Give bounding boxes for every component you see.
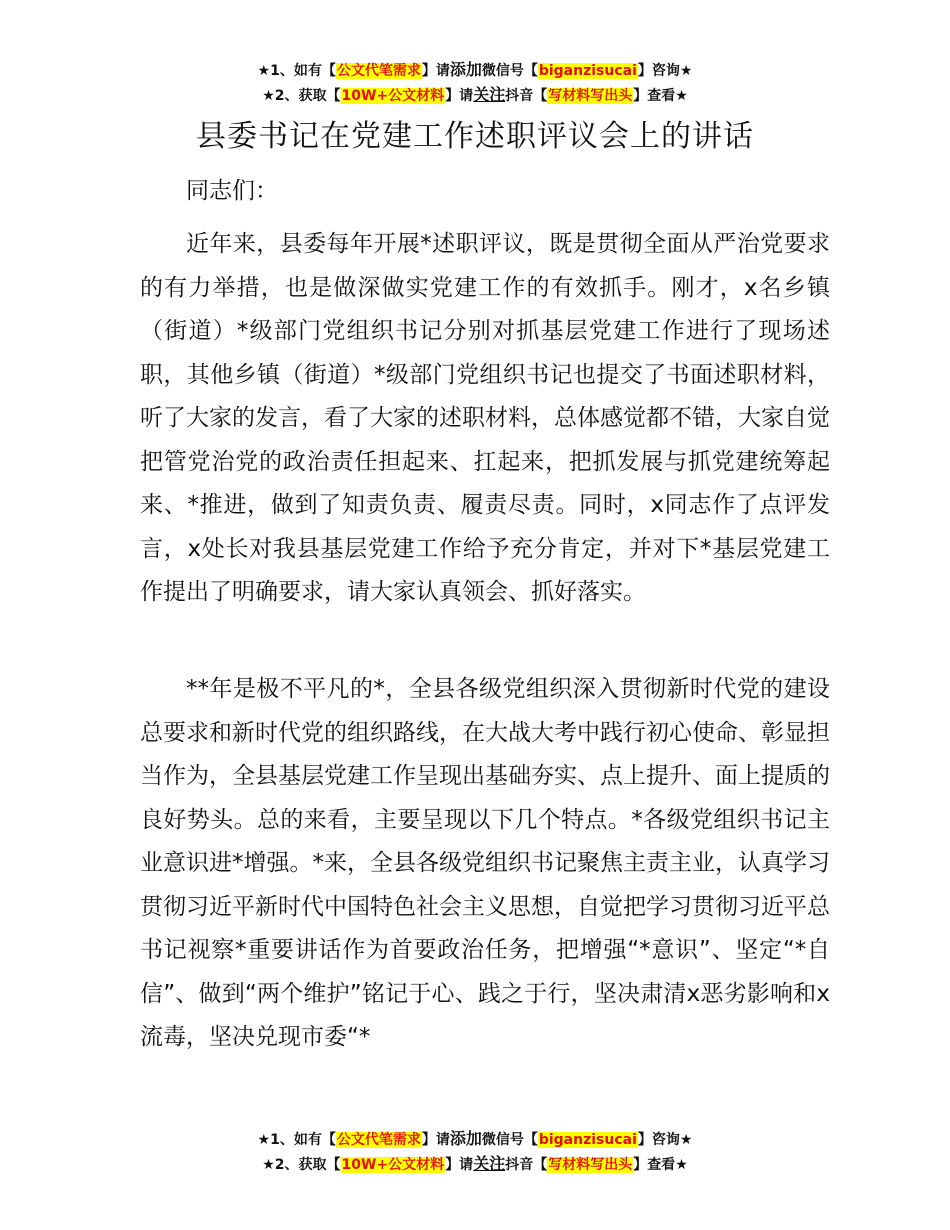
banner-highlight: biganzisucai (538, 1132, 637, 1148)
banner-emphasis: 添加 (449, 1129, 482, 1148)
banner-line-1 (0, 58, 950, 83)
banner-text: 】请 (445, 1157, 474, 1173)
banner-text: 】请 (445, 88, 474, 104)
banner-text: 】请 (421, 1132, 450, 1148)
paragraph-text: 近年来，县委每年开展*述职评议，既是贯彻全面从严治党要求的有力举措，也是做深做实党建工作的有效抓手。刚才，x名乡镇（街道）*级部门党组织书记分别对抓基层党建工作进行了现场述职，其他乡镇（街道）*级部门党组织书记也提交了书面述职材料，听了大家的发言，看了大家的述职材料，总体感觉都不错，大家自觉把管党治党的政治责任担起来、扛起来，把抓发展与抓党建统筹起来、*推进，做到了知责负责、履责尽责。同时，x同志作了点评发言，x处长对我县基层党建工作给予充分肯定，并对下*基层党建工作提出了明确要求，请大家认真领会、抓好落实。 (140, 231, 830, 605)
banner-text: 抖音【 (505, 88, 548, 104)
banner-highlight: biganzisucai (538, 63, 637, 79)
header-banner (0, 58, 950, 108)
footer-banner (0, 1127, 950, 1177)
banner-text: 】咨询★ (637, 63, 693, 79)
document-title: 县委书记在党建工作述职评议会上的讲话 (196, 119, 754, 154)
banner-text: ★2、获取【 (262, 1157, 341, 1173)
banner-text: 微信号【 (481, 1132, 538, 1148)
banner-text: 抖音【 (505, 1157, 548, 1173)
banner-text: ★1、如有【 (257, 63, 336, 79)
banner-highlight: 公文代笔需求 (336, 63, 421, 79)
paragraph-text: **年是极不平凡的*，全县各级党组织深入贯彻新时代党的建设总要求和新时代党的组织路线，在大战大考中践行初心使命、彰显担当作为，全县基层党建工作呈现出基础夯实、点上提升、面上提质的良好势头。总的来看，主要呈现以下几个特点。*各级党组织书记主业意识进*增强。*来，全县各级党组织书记聚焦主责主业，认真学习贯彻习近平新时代中国特色社会主义思想，自觉把学习贯彻习近平总书记视察*重要讲话作为首要政治任务，把增强“*意识”、坚定“*自信”、做到“两个维护”铭记于心、践之于行，坚决肃清x恶劣影响和x流毒，坚决兑现市委“* (140, 676, 830, 1050)
banner-emphasis: 关注 (473, 85, 506, 104)
salutation-text: 同志们： (186, 178, 278, 204)
banner-line-2 (0, 1152, 950, 1177)
banner-line-2 (0, 83, 950, 108)
paragraph-2 (140, 668, 830, 1060)
banner-text: ★2、获取【 (262, 88, 341, 104)
banner-text: 】查看★ (633, 1157, 688, 1173)
banner-line-1 (0, 1127, 950, 1152)
banner-emphasis: 添加 (449, 60, 482, 79)
banner-highlight: 写材料写出头 (548, 1157, 633, 1173)
banner-emphasis: 关注 (473, 1154, 506, 1173)
banner-text: ★1、如有【 (257, 1132, 336, 1148)
paragraph-1 (140, 223, 830, 615)
banner-text: 】查看★ (633, 88, 688, 104)
banner-highlight: 10W+公文材料 (341, 1157, 445, 1173)
banner-text: 】请 (421, 63, 450, 79)
banner-highlight: 公文代笔需求 (336, 1132, 421, 1148)
banner-text: 】咨询★ (637, 1132, 693, 1148)
banner-highlight: 10W+公文材料 (341, 88, 445, 104)
banner-text: 微信号【 (481, 63, 538, 79)
salutation (140, 170, 830, 214)
banner-highlight: 写材料写出头 (548, 88, 633, 104)
